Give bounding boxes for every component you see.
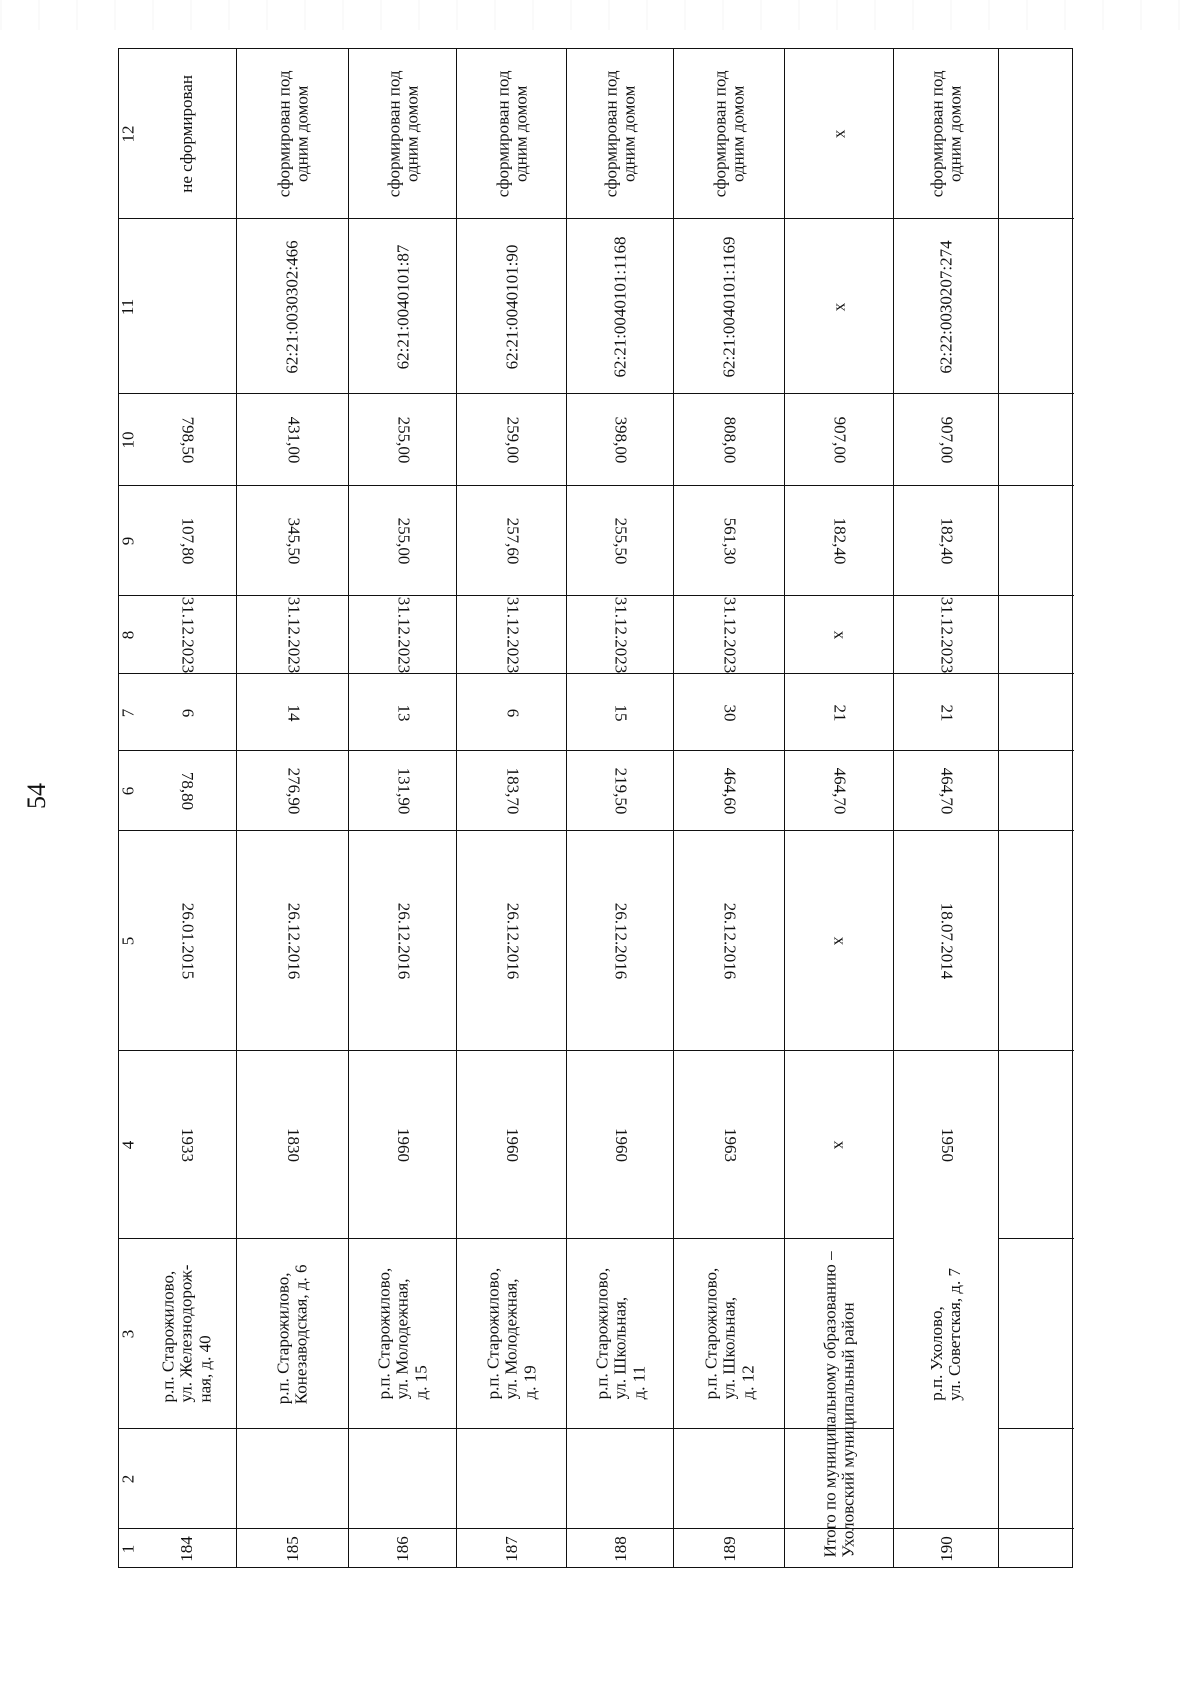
cell-c8-text: 31.12.2023: [611, 596, 631, 674]
cell-c5-text: 26.12.2016: [284, 902, 303, 980]
cell-c12-text: x: [829, 129, 849, 139]
header-cell-text: 9: [118, 536, 137, 546]
cell-c4: [137, 1051, 237, 1239]
cell-c2: [894, 1429, 999, 1529]
header-cell: [119, 674, 137, 751]
cell-c4: [894, 1051, 999, 1239]
cell-c9: [457, 486, 567, 596]
cell-c1-text: 189: [719, 1536, 739, 1562]
cell-c10: [137, 394, 237, 486]
page-number: 54: [22, 783, 51, 809]
cell-c7-text: 21: [937, 704, 957, 721]
cell-c1: [457, 1529, 567, 1569]
cell-c10-text: 255,00: [394, 416, 413, 464]
cell-c1: [237, 1529, 349, 1569]
cell-c3: [349, 1239, 457, 1429]
cell-c12: [567, 49, 674, 219]
cell-c10: [349, 394, 457, 486]
cell-c9: [237, 486, 349, 596]
cell-c11: [457, 219, 567, 394]
cell-c3: [674, 1239, 785, 1429]
cell-c3-text: р.п. Ухолово, ул. Советская, д. 7: [927, 1267, 965, 1401]
cell-c4: [674, 1051, 785, 1239]
cell-c10: [457, 394, 567, 486]
cell-c1-text: 184: [177, 1536, 196, 1562]
grid-line: [999, 1238, 1074, 1239]
cell-c10-text: 259,00: [503, 416, 522, 464]
cell-c4-text: 1960: [611, 1128, 631, 1162]
cell-c7-text: 14: [284, 704, 303, 721]
cell-c7: [349, 674, 457, 751]
cell-c2: [567, 1429, 674, 1529]
header-cell: [119, 1529, 137, 1569]
cell-c3: [567, 1239, 674, 1429]
cell-c1-text: 190: [936, 1536, 956, 1562]
cell-c1: [894, 1529, 999, 1569]
scan-noise-strip: [0, 0, 1200, 30]
cell-c5-text: 18.07.2014: [937, 902, 957, 980]
cell-c8-text: 31.12.2023: [394, 596, 413, 674]
cell-c5: [137, 831, 237, 1051]
cell-c2: [457, 1429, 567, 1529]
header-cell-text: 5: [118, 936, 137, 946]
cell-c3-text: р.п. Старожилово, ул. Молодежная, д. 15: [374, 1268, 431, 1400]
cell-c12-text: сформирован под одним домом: [601, 70, 639, 198]
cell-c10: [674, 394, 785, 486]
cell-c6-text: 183,70: [503, 767, 522, 815]
cell-c5: [674, 831, 785, 1051]
cell-c8: [137, 596, 237, 674]
cell-c8: [894, 596, 999, 674]
cell-c12-text: не сформирован: [177, 75, 197, 193]
cell-c12-text: сформирован под одним домом: [274, 70, 312, 198]
cell-c2: [674, 1429, 785, 1529]
cell-c4: [457, 1051, 567, 1239]
cell-c12: [785, 49, 894, 219]
cell-c1: [567, 1529, 674, 1569]
cell-c11-text: 62:21:0040101:90: [502, 244, 522, 369]
cell-c5-text: x: [830, 936, 850, 946]
cell-c6-text: 464,70: [937, 767, 957, 815]
cell-c11: [349, 219, 457, 394]
cell-c11-text: 62:21:0040101:1169: [719, 235, 739, 378]
cell-c3-text: р.п. Старожилово, ул. Молодежная, д. 19: [483, 1268, 540, 1400]
cell-c9: [894, 486, 999, 596]
cell-c9-text: 182,40: [937, 517, 957, 565]
cell-c8: [674, 596, 785, 674]
cell-c6-text: 464,60: [720, 767, 740, 815]
cell-c1: [674, 1529, 785, 1569]
cell-c3: [894, 1239, 999, 1429]
cell-c1-text: 188: [610, 1536, 630, 1562]
cell-c5: [567, 831, 674, 1051]
cell-c1: [137, 1529, 237, 1569]
cell-c8-text: 31.12.2023: [503, 596, 522, 674]
cell-c3-text: р.п. Старожилово, Конезаводская, д. 6: [273, 1264, 311, 1404]
cell-c7-text: 6: [178, 708, 197, 717]
header-cell-text: 2: [118, 1474, 137, 1484]
cell-c6: [894, 751, 999, 831]
cell-c4: [237, 1051, 349, 1239]
data-table: [118, 48, 1073, 1568]
cell-c4-text: 1960: [394, 1128, 413, 1162]
cell-c4-text: 1830: [284, 1128, 303, 1162]
cell-c7-text: 21: [830, 704, 850, 721]
cell-c3: [237, 1239, 349, 1429]
header-cell: [119, 1051, 137, 1239]
cell-c11: [894, 219, 999, 394]
cell-c8: [567, 596, 674, 674]
cell-c5: [457, 831, 567, 1051]
cell-c5: [237, 831, 349, 1051]
cell-c11-text: 62:21:0040101:87: [393, 244, 413, 369]
cell-c12-text: сформирован под одним домом: [493, 70, 531, 198]
cell-c12: [137, 49, 237, 219]
cell-c7: [894, 674, 999, 751]
cell-c9-text: 107,80: [178, 517, 197, 565]
cell-c10: [785, 394, 894, 486]
cell-c12: [894, 49, 999, 219]
cell-c10-text: 431,00: [284, 416, 303, 464]
header-cell-text: 4: [118, 1140, 137, 1150]
cell-c2: [137, 1429, 237, 1529]
cell-c11: [237, 219, 349, 394]
cell-c6: [349, 751, 457, 831]
cell-c4-text: 1950: [937, 1128, 957, 1162]
header-cell: [119, 751, 137, 831]
cell-c6-text: 131,90: [394, 767, 413, 815]
cell-c7-text: 30: [720, 704, 740, 721]
cell-c12: [237, 49, 349, 219]
cell-c6-text: 78,80: [178, 771, 197, 811]
cell-c6-text: 276,90: [284, 767, 303, 815]
cell-c8-text: x: [830, 630, 850, 640]
cell-c3-text: р.п. Старожилово, ул. Школьная, д. 12: [700, 1268, 757, 1400]
cell-c8: [349, 596, 457, 674]
cell-c8-text: 31.12.2023: [937, 596, 957, 674]
cell-c9-text: 255,00: [394, 517, 413, 565]
header-cell: [119, 219, 137, 394]
cell-c4-text: 1933: [178, 1128, 197, 1162]
cell-c11-text: x: [829, 302, 849, 311]
cell-c2: [349, 1429, 457, 1529]
cell-c3: [457, 1239, 567, 1429]
cell-c9: [137, 486, 237, 596]
cell-c5-text: 26.12.2016: [720, 902, 740, 980]
cell-c9: [567, 486, 674, 596]
cell-c7: [567, 674, 674, 751]
header-cell: [119, 831, 137, 1051]
cell-c10: [894, 394, 999, 486]
header-cell: [119, 596, 137, 674]
cell-c5: [894, 831, 999, 1051]
cell-c9-text: 345,50: [284, 517, 303, 565]
cell-c5: [349, 831, 457, 1051]
cell-c12: [457, 49, 567, 219]
cell-c6-text: 219,50: [611, 767, 631, 815]
header-cell-text: 1: [118, 1544, 137, 1554]
cell-c9-text: 182,40: [830, 517, 850, 565]
cell-c3-text: р.п. Старожилово, ул. Школьная, д. 11: [591, 1268, 648, 1400]
cell-c7: [785, 674, 894, 751]
cell-c10-text: 907,00: [937, 416, 957, 464]
cell-c7: [674, 674, 785, 751]
cell-c6: [237, 751, 349, 831]
cell-c10: [567, 394, 674, 486]
cell-c9: [349, 486, 457, 596]
header-cell-text: 6: [118, 786, 137, 796]
header-cell-text: 7: [118, 708, 137, 717]
cell-c6: [674, 751, 785, 831]
cell-c12: [349, 49, 457, 219]
cell-c5-text: 26.12.2016: [503, 902, 522, 980]
cell-c5-text: 26.12.2016: [394, 902, 413, 980]
cell-c4: [349, 1051, 457, 1239]
cell-c9: [785, 486, 894, 596]
cell-c1-text: 186: [393, 1536, 412, 1562]
cell-c10: [237, 394, 349, 486]
cell-c10-text: 808,00: [720, 416, 740, 464]
cell-c4: [567, 1051, 674, 1239]
cell-c3-text: р.п. Старожилово, ул. Железнодорож- ная, д. 40: [158, 1265, 215, 1403]
cell-c11-text: 62:21:0030302:466: [283, 239, 303, 374]
cell-c8-text: 31.12.2023: [284, 596, 303, 674]
cell-c9: [674, 486, 785, 596]
cell-c8: [457, 596, 567, 674]
cell-c11: [567, 219, 674, 394]
cell-c7: [457, 674, 567, 751]
cell-c11: [137, 219, 237, 394]
cell-c1-text: 185: [283, 1536, 302, 1562]
cell-c1: [349, 1529, 457, 1569]
cell-c6-text: 464,70: [830, 767, 850, 815]
cell-c7: [237, 674, 349, 751]
cell-c9-text: 255,50: [611, 517, 631, 565]
cell-c8-text: 31.12.2023: [178, 596, 197, 674]
header-cell: [119, 394, 137, 486]
header-cell-text: 11: [118, 298, 137, 315]
cell-c10-text: 398,00: [611, 416, 631, 464]
cell-c6: [457, 751, 567, 831]
cell-c6: [567, 751, 674, 831]
header-cell: [119, 486, 137, 596]
cell-c5: [785, 831, 894, 1051]
cell-c4: [785, 1051, 894, 1239]
cell-c12-text: сформирован под одним домом: [927, 70, 965, 198]
cell-c4-text: 1963: [720, 1128, 740, 1162]
cell-c6: [137, 751, 237, 831]
cell-c8: [237, 596, 349, 674]
total-label: [785, 1239, 894, 1569]
cell-c5-text: 26.01.2015: [178, 902, 197, 980]
cell-c10-text: 907,00: [830, 416, 850, 464]
cell-c5-text: 26.12.2016: [611, 902, 631, 980]
cell-c6: [785, 751, 894, 831]
cell-c11-text: 62:21:0040101:1168: [610, 235, 630, 378]
header-cell-text: 12: [118, 125, 137, 143]
cell-c3: [137, 1239, 237, 1429]
header-cell-text: 10: [118, 431, 137, 449]
cell-c12-text: сформирован под одним домом: [710, 70, 748, 198]
cell-c7: [137, 674, 237, 751]
total-label-text: Итого по муниципальному образованию – Ухоловский муниципальный район: [820, 1251, 858, 1557]
cell-c12-text: сформирован под одним домом: [384, 70, 422, 198]
cell-c11-text: 62:22:0030207:274: [936, 239, 956, 374]
cell-c7-text: 15: [611, 704, 631, 721]
cell-c8: [785, 596, 894, 674]
cell-c2: [237, 1429, 349, 1529]
header-cell: [119, 49, 137, 219]
cell-c8-text: 31.12.2023: [720, 596, 740, 674]
cell-c11: [674, 219, 785, 394]
cell-c12: [674, 49, 785, 219]
cell-c4-text: 1960: [503, 1128, 522, 1162]
cell-c7-text: 13: [394, 704, 413, 721]
header-cell-text: 3: [118, 1329, 137, 1339]
cell-c7-text: 6: [503, 708, 522, 717]
cell-c11: [785, 219, 894, 394]
header-cell: [119, 1239, 137, 1429]
cell-c4-text: x: [830, 1140, 850, 1150]
grid-line: [999, 1428, 1074, 1429]
header-cell: [119, 1429, 137, 1529]
cell-c10-text: 798,50: [178, 416, 197, 464]
cell-c1-text: 187: [502, 1536, 521, 1562]
cell-c9-text: 257,60: [503, 517, 522, 565]
cell-c9-text: 561,30: [720, 517, 740, 565]
header-cell-text: 8: [118, 630, 137, 640]
